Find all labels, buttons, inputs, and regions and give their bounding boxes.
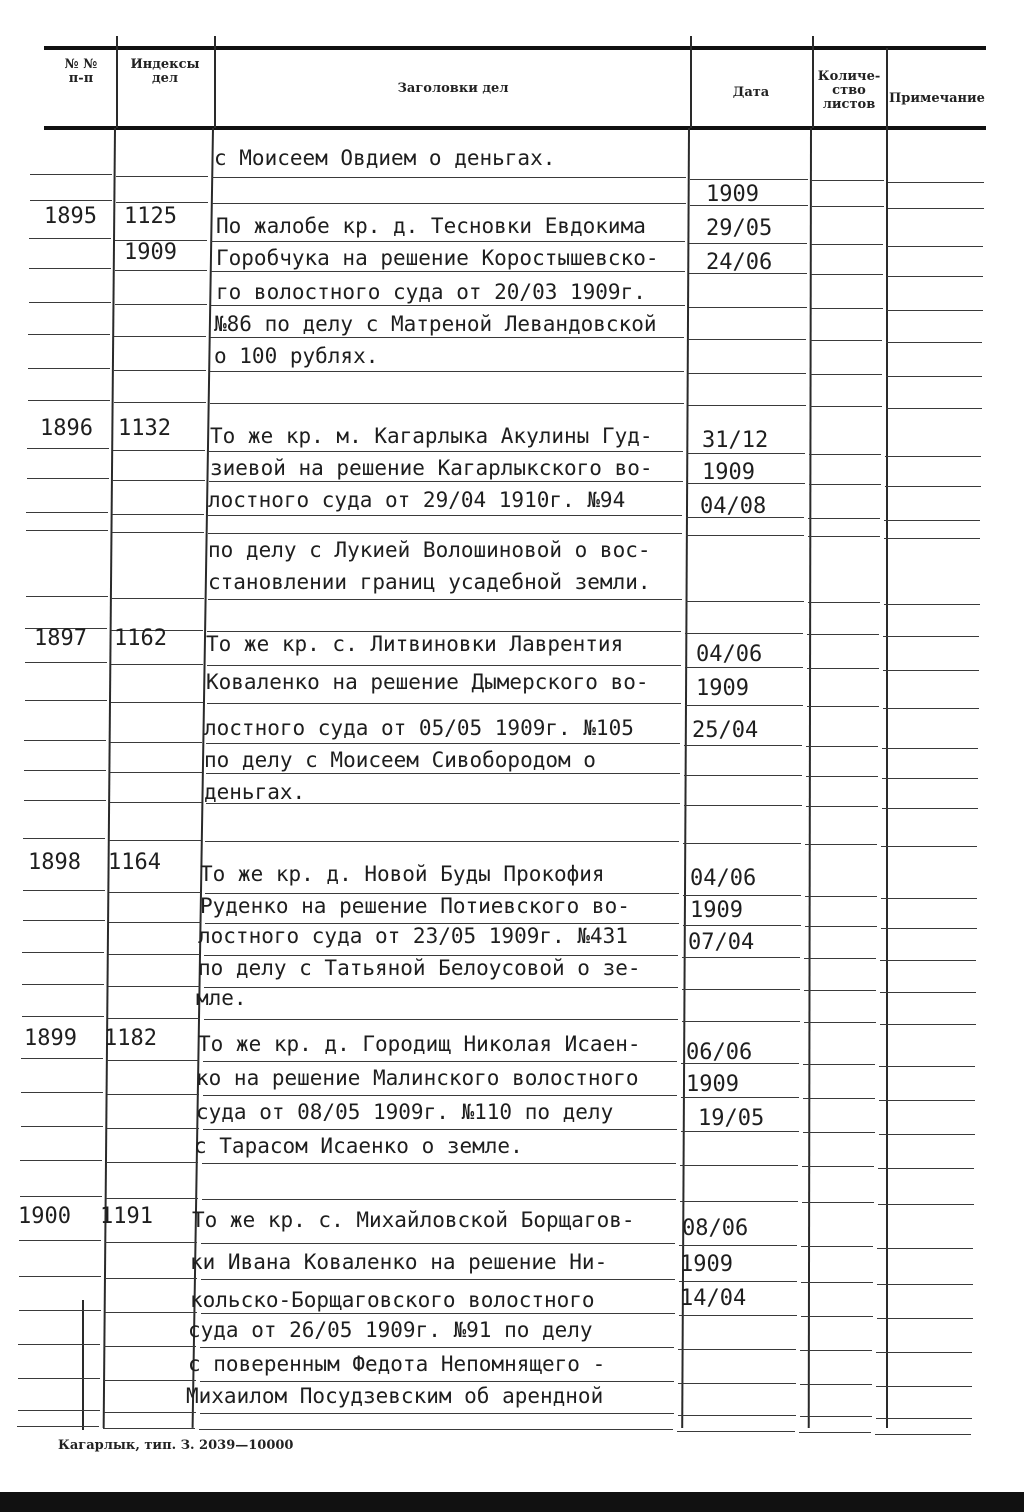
row-6-line-1: То же кр. с. Михайловской Борщагов- bbox=[192, 1208, 635, 1232]
ruled-line bbox=[808, 536, 880, 537]
body-divider-2 bbox=[192, 128, 214, 1428]
ruled-line bbox=[804, 990, 876, 991]
row-5-date-2: 1909 bbox=[686, 1072, 739, 1097]
ruled-line bbox=[106, 1162, 198, 1163]
ruled-line bbox=[801, 1282, 873, 1283]
ruled-line bbox=[26, 512, 108, 513]
ruled-line bbox=[808, 518, 880, 519]
ruled-line bbox=[28, 334, 110, 335]
ruled-line bbox=[18, 1378, 100, 1379]
ruled-line bbox=[800, 1384, 872, 1385]
ruled-line bbox=[212, 177, 686, 178]
row-4-num: 1898 bbox=[28, 850, 81, 875]
ruled-line bbox=[810, 340, 882, 341]
ruled-line bbox=[206, 773, 680, 774]
ruled-line bbox=[211, 241, 685, 242]
ruled-line bbox=[690, 179, 808, 180]
row-2-num: 1896 bbox=[40, 416, 93, 441]
ruled-line bbox=[108, 1018, 200, 1019]
ruled-line bbox=[880, 960, 976, 961]
ruled-line bbox=[28, 400, 110, 401]
ruled-line bbox=[811, 308, 883, 309]
ruled-line bbox=[110, 742, 202, 743]
ruled-line bbox=[806, 746, 878, 747]
ruled-line bbox=[19, 1240, 101, 1241]
ruled-line bbox=[109, 840, 201, 841]
row-4-date-3: 07/04 bbox=[688, 930, 755, 955]
ruled-line bbox=[116, 176, 208, 177]
row-2-line-3: лостного суда от 29/04 1910г. №94 bbox=[208, 488, 626, 512]
row-6-date-2: 1909 bbox=[680, 1252, 733, 1277]
row-2-line-1: То же кр. м. Кагарлыка Акулины Гуд- bbox=[210, 424, 653, 448]
ruled-line bbox=[24, 740, 106, 741]
ruled-line bbox=[115, 304, 207, 305]
ruled-line bbox=[807, 634, 879, 635]
ruled-line bbox=[884, 604, 980, 605]
ruled-line bbox=[688, 373, 806, 374]
ruled-line bbox=[884, 538, 980, 539]
header-bottom-rule bbox=[44, 126, 986, 130]
row-3-date-3: 25/04 bbox=[692, 718, 759, 743]
ruled-line bbox=[18, 1344, 100, 1345]
ruled-line bbox=[22, 952, 104, 953]
row-6-line-2: ки Ивана Коваленко на решение Ни- bbox=[190, 1250, 608, 1274]
ruled-line bbox=[812, 180, 884, 181]
row-2-line-5: становлении границ усадебной земли. bbox=[208, 570, 651, 594]
row-3-line-5: деньгах. bbox=[204, 780, 306, 804]
ruled-line bbox=[883, 636, 979, 637]
ruled-line bbox=[200, 1347, 674, 1348]
ruled-line bbox=[878, 1168, 974, 1169]
ruled-line bbox=[19, 1276, 101, 1277]
ruled-line bbox=[876, 1352, 972, 1353]
row-2-date-1: 31/12 bbox=[702, 428, 769, 453]
header-count: Количе- ство листов bbox=[817, 69, 881, 112]
ruled-line bbox=[200, 1413, 674, 1414]
ruled-line bbox=[809, 454, 881, 455]
ruled-line bbox=[202, 1199, 676, 1200]
row-4-line-4: по делу с Татьяной Белоусовой о зе- bbox=[198, 956, 641, 980]
ruled-line bbox=[686, 535, 804, 536]
row-6-date-3: 14/04 bbox=[680, 1286, 747, 1311]
ruled-line bbox=[877, 1248, 973, 1249]
row-3-num: 1897 bbox=[34, 626, 87, 651]
ruled-line bbox=[112, 598, 204, 599]
scan-edge-bar bbox=[0, 1492, 1024, 1512]
ruled-line bbox=[207, 665, 681, 666]
ruled-line bbox=[22, 1016, 104, 1017]
row-4-date-1: 04/06 bbox=[690, 866, 757, 891]
ruled-line bbox=[203, 1095, 677, 1096]
ruled-line bbox=[804, 1022, 876, 1023]
ruled-line bbox=[103, 1428, 195, 1429]
ruled-line bbox=[885, 456, 981, 457]
header-title: Заголовки дел bbox=[397, 81, 509, 96]
row-6-line-6: Михаилом Посудзевским об арендной bbox=[186, 1384, 604, 1408]
row-1-date-2: 24/06 bbox=[706, 250, 773, 275]
ruled-line bbox=[208, 599, 682, 600]
ruled-line bbox=[804, 958, 876, 959]
ruled-line bbox=[205, 841, 679, 842]
ruled-line bbox=[877, 1284, 973, 1285]
row-1-line-4: №86 по делу с Матреной Левандовской bbox=[214, 312, 657, 336]
ruled-line bbox=[29, 238, 111, 239]
ruled-line bbox=[207, 703, 681, 704]
col-divider-5 bbox=[886, 48, 888, 128]
ruled-line bbox=[114, 336, 206, 337]
ruled-line bbox=[876, 1386, 972, 1387]
row-4-date-2: 1909 bbox=[690, 898, 743, 923]
ruled-line bbox=[111, 702, 203, 703]
row-6-line-3: кольско-Борщаговского волостного bbox=[190, 1288, 595, 1312]
row-5-date-3: 19/05 bbox=[698, 1106, 765, 1131]
ruled-line bbox=[21, 1092, 103, 1093]
ruled-line bbox=[684, 805, 802, 806]
ruled-line bbox=[26, 596, 108, 597]
ruled-line bbox=[113, 450, 205, 451]
ruled-line bbox=[211, 271, 685, 272]
ruled-line bbox=[799, 1432, 871, 1433]
row-6-line-5: с поверенным Федота Непомнящего - bbox=[188, 1352, 606, 1376]
ruled-line bbox=[202, 1163, 676, 1164]
ruled-line bbox=[888, 208, 984, 209]
header-index: Индексы дел bbox=[130, 57, 200, 86]
ruled-line bbox=[23, 890, 105, 891]
ruled-line bbox=[689, 243, 807, 244]
row-3-index: 1162 bbox=[114, 626, 167, 651]
ruled-line bbox=[881, 898, 977, 899]
ruled-line bbox=[879, 1066, 975, 1067]
row-4-index: 1164 bbox=[108, 850, 161, 875]
header-date: Дата bbox=[732, 85, 770, 100]
row-6-num: 1900 bbox=[18, 1204, 71, 1229]
ruled-line bbox=[876, 1418, 972, 1419]
ruled-line bbox=[882, 748, 978, 749]
row-3-line-4: по делу с Моисеем Сивобородом о bbox=[204, 748, 596, 772]
ruled-line bbox=[211, 305, 685, 306]
ruled-line bbox=[688, 405, 806, 406]
ruled-line bbox=[887, 246, 983, 247]
ruled-line bbox=[682, 957, 800, 958]
row-3-line-1: То же кр. с. Литвиновки Лаврентия bbox=[206, 632, 624, 656]
ruled-line bbox=[886, 342, 982, 343]
ruled-line bbox=[204, 987, 678, 988]
row-3-date-1: 04/06 bbox=[696, 642, 763, 667]
ruled-line bbox=[24, 800, 106, 801]
ruled-line bbox=[802, 1202, 874, 1203]
ruled-line bbox=[104, 1380, 196, 1381]
row-1-date-1: 29/05 bbox=[706, 216, 773, 241]
ruled-line bbox=[803, 1064, 875, 1065]
ruled-line bbox=[808, 602, 880, 603]
ruled-line bbox=[812, 206, 884, 207]
ruled-line bbox=[201, 1243, 675, 1244]
ruled-line bbox=[678, 1349, 796, 1350]
ruled-line bbox=[800, 1416, 872, 1417]
ruled-line bbox=[684, 775, 802, 776]
ruled-line bbox=[201, 1313, 675, 1314]
ruled-line bbox=[679, 1315, 797, 1316]
ruled-line bbox=[800, 1350, 872, 1351]
row-1-index-2: 1909 bbox=[124, 240, 177, 265]
ruled-line bbox=[878, 1204, 974, 1205]
row-1-line-5: о 100 рублях. bbox=[214, 344, 379, 368]
ruled-line bbox=[811, 274, 883, 275]
ruled-line bbox=[105, 1242, 197, 1243]
ruled-line bbox=[21, 1126, 103, 1127]
ruled-line bbox=[30, 200, 112, 201]
ruled-line bbox=[805, 926, 877, 927]
ruled-line bbox=[886, 408, 982, 409]
ruled-line bbox=[880, 992, 976, 993]
ruled-line bbox=[17, 1426, 99, 1427]
ruled-line bbox=[20, 1196, 102, 1197]
row-2-line-2: зиевой на решение Кагарлыкского во- bbox=[210, 456, 653, 480]
ruled-line bbox=[809, 484, 881, 485]
ruled-line bbox=[803, 1132, 875, 1133]
ruled-line bbox=[108, 954, 200, 955]
ruled-line bbox=[680, 1201, 798, 1202]
ruled-line bbox=[887, 310, 983, 311]
ruled-line bbox=[209, 481, 683, 482]
ruled-line bbox=[881, 928, 977, 929]
row-1-line-3: го волостного суда от 20/03 1909г. bbox=[216, 280, 646, 304]
ruled-line bbox=[880, 1024, 976, 1025]
ruled-line bbox=[682, 989, 800, 990]
ruled-line bbox=[683, 843, 801, 844]
ruled-line bbox=[22, 984, 104, 985]
ruled-line bbox=[806, 776, 878, 777]
ruled-line bbox=[27, 448, 109, 449]
ruled-line bbox=[115, 270, 207, 271]
ruled-line bbox=[803, 1098, 875, 1099]
ruled-line bbox=[109, 922, 201, 923]
ruled-line bbox=[875, 1434, 971, 1435]
ruled-line bbox=[679, 1245, 797, 1246]
ruled-line bbox=[203, 1129, 677, 1130]
ruled-line bbox=[105, 1312, 197, 1313]
row-5-date-1: 06/06 bbox=[686, 1040, 753, 1065]
ruled-line bbox=[110, 802, 202, 803]
body-divider-1 bbox=[103, 128, 116, 1428]
ruled-line bbox=[683, 895, 801, 896]
row-5-line-3: суда от 08/05 1909г. №110 по делу bbox=[196, 1100, 614, 1124]
ruled-line bbox=[811, 244, 883, 245]
ruled-line bbox=[678, 1383, 796, 1384]
row-5-line-1: То же кр. д. Городищ Николая Исаен- bbox=[198, 1032, 641, 1056]
ruled-line bbox=[685, 705, 803, 706]
row-6-line-4: суда от 26/05 1909г. №91 по делу bbox=[188, 1318, 593, 1342]
body-divider-4 bbox=[808, 128, 812, 1428]
ruled-line bbox=[886, 376, 982, 377]
row-0-line-1: с Моисеем Овдием о деньгах. bbox=[214, 146, 556, 170]
ruled-line bbox=[203, 1061, 677, 1062]
ruled-line bbox=[887, 276, 983, 277]
ruled-line bbox=[113, 480, 205, 481]
ruled-line bbox=[107, 1128, 199, 1129]
ruled-line bbox=[686, 601, 804, 602]
ruled-line bbox=[683, 925, 801, 926]
ruled-line bbox=[105, 1278, 197, 1279]
ruled-line bbox=[883, 670, 979, 671]
header-num: № № п-п bbox=[64, 57, 98, 86]
ruled-line bbox=[206, 743, 680, 744]
ruled-line bbox=[111, 664, 203, 665]
ruled-line bbox=[805, 896, 877, 897]
ruled-line bbox=[20, 1160, 102, 1161]
ruled-line bbox=[107, 1060, 199, 1061]
ruled-line bbox=[27, 478, 109, 479]
ruled-line bbox=[806, 806, 878, 807]
row-5-line-4: с Тарасом Исаенко о земле. bbox=[194, 1134, 523, 1158]
ruled-line bbox=[883, 708, 979, 709]
ruled-line bbox=[204, 1019, 678, 1020]
row-4-line-3: лостного суда от 23/05 1909г. №431 bbox=[198, 924, 628, 948]
ruled-line bbox=[688, 339, 806, 340]
row-4-line-2: Руденко на решение Потиевского во- bbox=[200, 894, 630, 918]
ruled-line bbox=[112, 532, 204, 533]
ruled-line bbox=[106, 1198, 198, 1199]
ruled-line bbox=[805, 844, 877, 845]
ruled-line bbox=[888, 182, 984, 183]
ruled-line bbox=[679, 1281, 797, 1282]
row-1-line-1: По жалобе кр. д. Тесновки Евдокима bbox=[216, 214, 646, 238]
ruled-line bbox=[884, 520, 980, 521]
ruled-line bbox=[801, 1316, 873, 1317]
ruled-line bbox=[208, 515, 682, 516]
ruled-line bbox=[116, 202, 208, 203]
ruled-line bbox=[807, 668, 879, 669]
ruled-line bbox=[807, 706, 879, 707]
header-note: Примечание bbox=[889, 91, 985, 106]
row-3-line-3: лостного суда от 05/05 1909г. №105 bbox=[204, 716, 634, 740]
row-0-date-2: 1909 bbox=[706, 182, 759, 207]
col-divider-1 bbox=[116, 36, 118, 128]
ruled-line bbox=[210, 403, 684, 404]
ruled-line bbox=[21, 1058, 103, 1059]
ruled-line bbox=[684, 745, 802, 746]
row-3-line-2: Коваленко на решение Дымерского во- bbox=[206, 670, 649, 694]
ruled-line bbox=[208, 533, 682, 534]
ruled-line bbox=[25, 662, 107, 663]
ruled-line bbox=[23, 920, 105, 921]
ruled-line bbox=[29, 268, 111, 269]
ruled-line bbox=[689, 307, 807, 308]
ruled-line bbox=[810, 406, 882, 407]
row-6-index: 1191 bbox=[100, 1204, 153, 1229]
table-top-rule bbox=[44, 46, 986, 50]
row-5-num: 1899 bbox=[24, 1026, 77, 1051]
ruled-line bbox=[209, 451, 683, 452]
ruled-line bbox=[201, 1279, 675, 1280]
row-5-index: 1182 bbox=[104, 1026, 157, 1051]
ruled-line bbox=[210, 371, 684, 372]
ruled-line bbox=[25, 700, 107, 701]
ruled-line bbox=[879, 1100, 975, 1101]
row-2-index: 1132 bbox=[118, 416, 171, 441]
ruled-line bbox=[882, 778, 978, 779]
ruled-line bbox=[29, 302, 111, 303]
ruled-line bbox=[682, 1021, 800, 1022]
printer-imprint: Кагарлык, тип. З. 2039—10000 bbox=[58, 1438, 294, 1453]
ruled-line bbox=[678, 1415, 796, 1416]
ruled-line bbox=[107, 1094, 199, 1095]
ruled-line bbox=[801, 1246, 873, 1247]
ruled-line bbox=[18, 1410, 100, 1411]
ruled-line bbox=[680, 1165, 798, 1166]
ruled-line bbox=[685, 633, 803, 634]
ruled-line bbox=[200, 1381, 674, 1382]
row-3-date-2: 1909 bbox=[696, 676, 749, 701]
row-2-date-3: 04/08 bbox=[700, 494, 767, 519]
ruled-line bbox=[114, 402, 206, 403]
row-6-date-1: 08/06 bbox=[682, 1216, 749, 1241]
row-2-line-4: по делу с Лукией Волошиновой о вос- bbox=[208, 538, 651, 562]
row-1-num: 1895 bbox=[44, 204, 97, 229]
ruled-line bbox=[802, 1166, 874, 1167]
ruled-line bbox=[885, 486, 981, 487]
ruled-line bbox=[879, 1134, 975, 1135]
ruled-line bbox=[882, 808, 978, 809]
ruled-line bbox=[104, 1412, 196, 1413]
row-4-line-1: То же кр. д. Новой Буды Прокофия bbox=[200, 862, 605, 886]
col-divider-3 bbox=[690, 36, 692, 128]
ruled-line bbox=[810, 374, 882, 375]
ruled-line bbox=[877, 1318, 973, 1319]
ruled-line bbox=[210, 337, 684, 338]
row-2-date-2: 1909 bbox=[702, 460, 755, 485]
ruled-line bbox=[24, 770, 106, 771]
ruled-line bbox=[110, 772, 202, 773]
row-1-line-2: Горобчука на решение Коростышевско- bbox=[216, 246, 659, 270]
row-1-index: 1125 bbox=[124, 204, 177, 229]
ruled-line bbox=[23, 838, 105, 839]
ruled-line bbox=[212, 203, 686, 204]
ruled-line bbox=[19, 1310, 101, 1311]
row-5-line-2: ко на решение Малинского волостного bbox=[196, 1066, 639, 1090]
ruled-line bbox=[881, 846, 977, 847]
ruled-line bbox=[26, 530, 108, 531]
ruled-line bbox=[28, 368, 110, 369]
ruled-line bbox=[104, 1346, 196, 1347]
ruled-line bbox=[114, 370, 206, 371]
ruled-line bbox=[30, 174, 112, 175]
ruled-line bbox=[677, 1431, 795, 1432]
ruled-line bbox=[199, 1429, 673, 1430]
ruled-line bbox=[108, 986, 200, 987]
ruled-line bbox=[109, 892, 201, 893]
ruled-line bbox=[112, 514, 204, 515]
row-4-line-5: мле. bbox=[196, 986, 247, 1010]
